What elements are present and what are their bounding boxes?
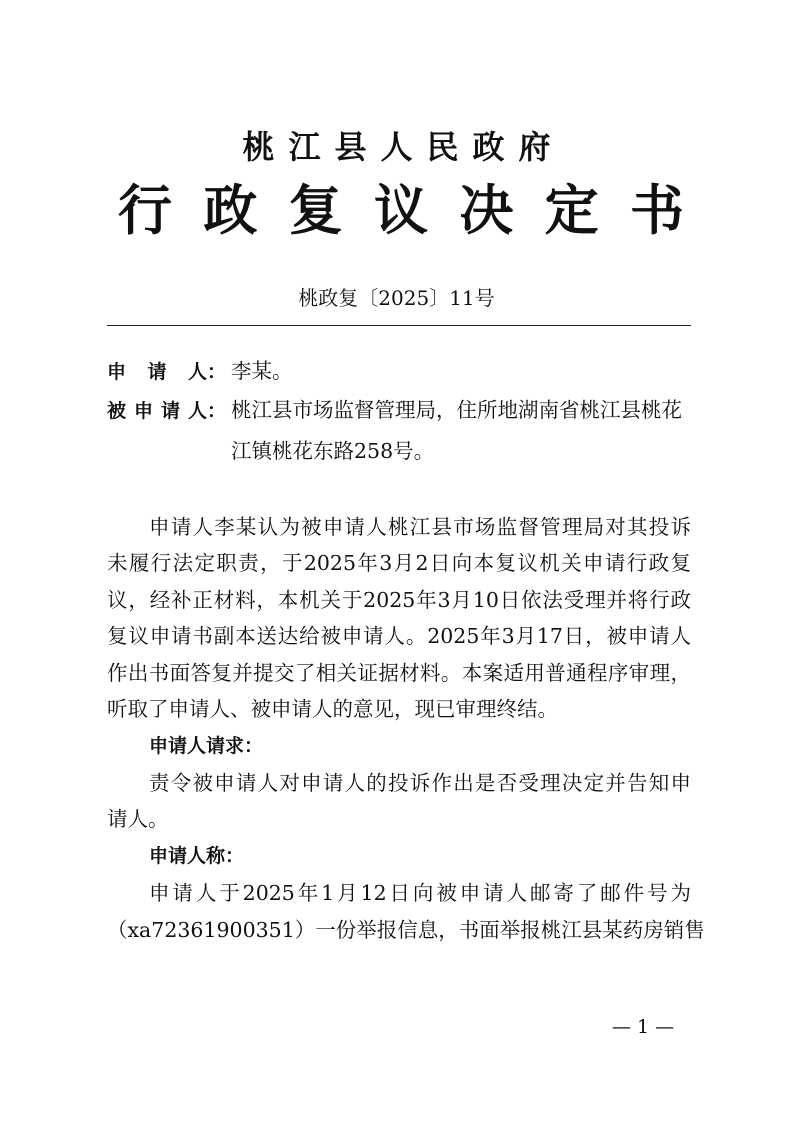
- header-divider: [107, 325, 691, 326]
- page-number: — 1 —: [612, 1016, 675, 1038]
- respondent-address-cont: 江镇桃花东路258号。: [231, 439, 435, 463]
- heading-claim: 申请人称：: [149, 845, 245, 867]
- applicant-row: 申请人： 李某。: [107, 359, 293, 383]
- paragraph-line: 复议申请书副本送达给被申请人。2025年3月17日，被申请人: [107, 624, 691, 648]
- applicant-label: 申请人: [107, 361, 207, 383]
- paragraph-line: 作出书面答复并提交了相关证据材料。本案适用普通程序审理，: [107, 661, 691, 685]
- document-number: 桃政复〔2025〕11号: [298, 286, 495, 310]
- respondent-label: 被申请人: [107, 400, 207, 422]
- paragraph-line: （xa72361900351）一份举报信息，书面举报桃江县某药房销售: [107, 918, 705, 942]
- paragraph-line: 议，经补正材料，本机关于2025年3月10日依法受理并将行政: [107, 588, 691, 612]
- respondent-value: 桃江县市场监督管理局，住所地湖南省桃江县桃花: [231, 398, 682, 422]
- document-title: 行政复议决定书: [118, 179, 684, 242]
- issuer-title: 桃江县人民政府: [242, 128, 565, 166]
- paragraph-line: 责令被申请人对申请人的投诉作出是否受理决定并告知申: [149, 771, 691, 795]
- heading-request: 申请人请求：: [149, 735, 264, 757]
- paragraph-line: 未履行法定职责，于2025年3月2日向本复议机关申请行政复: [107, 551, 691, 575]
- paragraph-line: 听取了申请人、被申请人的意见，现已审理终结。: [107, 697, 558, 721]
- respondent-row: 被申请人： 桃江县市场监督管理局，住所地湖南省桃江县桃花: [107, 398, 682, 422]
- paragraph-line: 请人。: [107, 807, 169, 831]
- paragraph-line: 申请人于2025年1月12日向被申请人邮寄了邮件号为: [149, 881, 691, 905]
- paragraph-line: 申请人李某认为被申请人桃江县市场监督管理局对其投诉: [149, 515, 691, 539]
- applicant-value: 李某。: [231, 359, 293, 383]
